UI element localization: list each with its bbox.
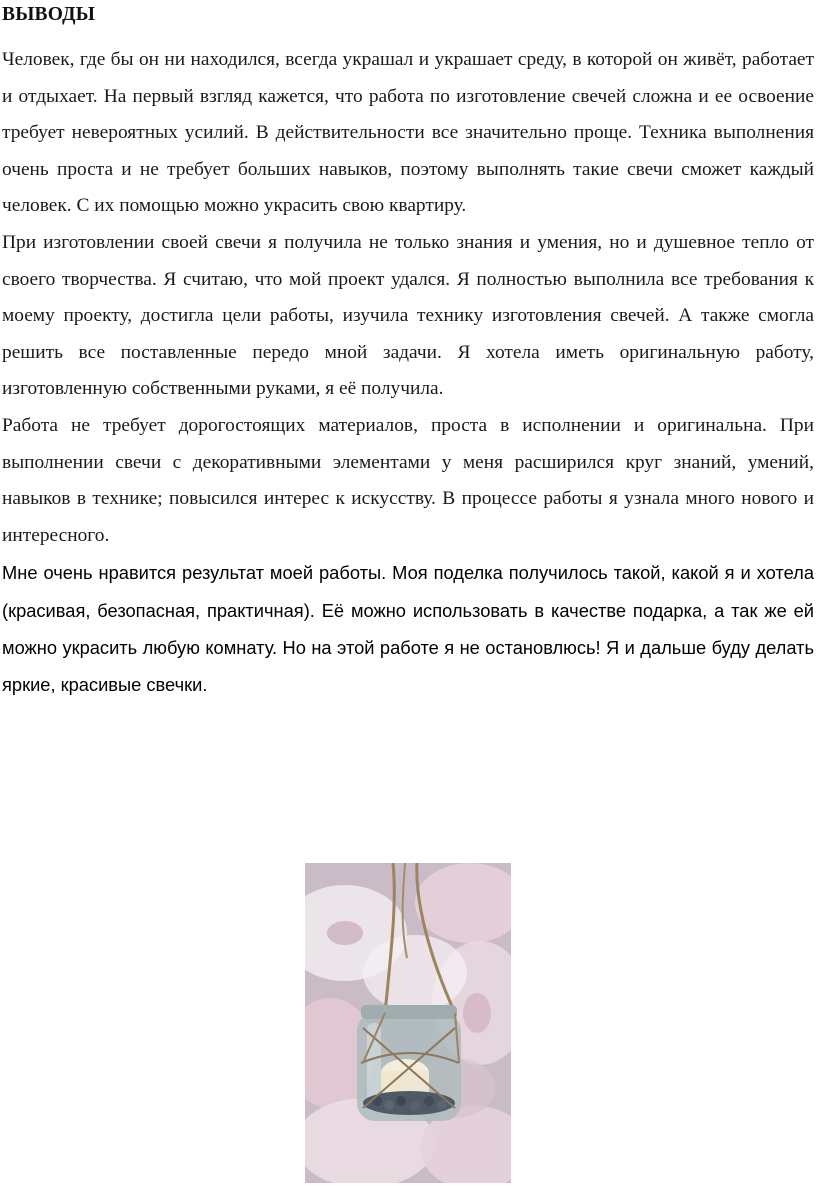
section-heading: ВЫВОДЫ xyxy=(2,4,96,25)
body-text xyxy=(2,42,814,703)
paragraph-intro: Человек, где бы он ни находился, всегда украшал и украшает среду, в которой он живёт, работает и отдыхает. На первый взгляд кажется, что работа по изготовление свечей сложна и ее освоение требует невероятных усилий. В действительности все значительно проще. Техника выполнения очень проста и не требует больших навыков, поэтому выполнять такие свечи сможет каждый человек. С их помощью можно украсить свою квартиру. xyxy=(2,49,814,217)
paragraph-experience: При изготовлении своей свечи я получила не только знания и умения, но и душевное тепло от своего творчества. Я считаю, что мой проект удался. Я полностью выполнила все требования к моему проекту, достигла цели работы, изучила технику изготовления свечей. А также смогла решить все поставленные передо мной задачи. Я хотела иметь оригинальную работу, изготовленную собственными руками, я её получила. xyxy=(2,231,814,400)
candle-photo xyxy=(305,863,511,1183)
paragraph-result: Мне очень нравится результат моей работы. Моя поделка получилось такой, какой я и хотела (красивая, безопасная, практичная). Её можно использовать в качестве подарка, а так же ей можно украсить любую комнату. Но на этой работе я не остановлюсь! Я и дальше буду делать яркие, красивые свечки. xyxy=(2,562,814,695)
paragraph-materials: Работа не требует дорогостоящих материалов, проста в исполнении и оригинальна. При выполнении свечи с декоративными элементами у меня расширился круг знаний, умений, навыков в технике; повысился интерес к искусству. В процессе работы я узнала много нового и интересного. xyxy=(2,414,814,546)
